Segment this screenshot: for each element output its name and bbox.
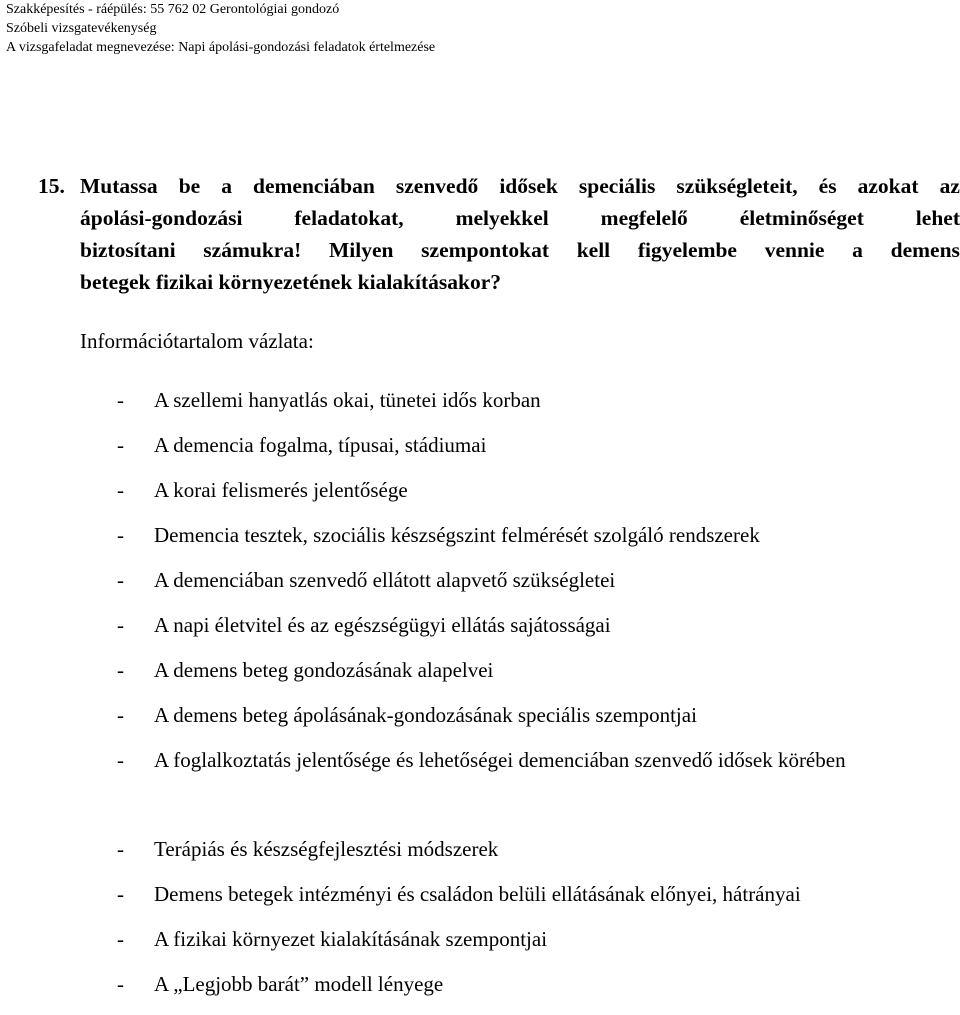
question-number: 15.	[38, 174, 65, 198]
question-word: vennie	[764, 238, 825, 262]
question-line-3	[38, 234, 960, 266]
question-word: figyelembe	[637, 238, 737, 262]
list-item	[117, 566, 960, 611]
list-dash: -	[117, 748, 124, 772]
question-word: az	[939, 174, 960, 198]
question-word: kell	[576, 238, 611, 262]
list-item-text: A foglalkoztatás jelentősége és lehetőségei demenciában szenvedő idősek körében	[154, 748, 846, 772]
question-word: szükségleteit,	[676, 174, 798, 198]
question-word: lehet	[915, 206, 960, 230]
list-item-text: A demens beteg gondozásának alapelvei	[154, 658, 494, 682]
question-word: demenciában	[253, 174, 375, 198]
list-dash: -	[117, 658, 124, 682]
question-line-1	[38, 170, 960, 202]
question-word: feladatokat,	[294, 206, 404, 230]
header-task-name: A vizsgafeladat megnevezése: Napi ápolási-gondozási feladatok értelmezése	[6, 40, 436, 55]
question-line-4: betegek fizikai környezetének kialakításakor?	[80, 270, 502, 294]
question-word: demens	[890, 238, 960, 262]
list-item-text: A „Legjobb barát” modell lényege	[154, 972, 444, 996]
list-item	[117, 611, 960, 656]
list-dash: -	[117, 703, 124, 727]
list-item	[117, 746, 960, 835]
list-item	[117, 476, 960, 521]
list-item-text: Terápiás és készségfejlesztési módszerek	[154, 837, 499, 861]
question-word: speciális	[578, 174, 656, 198]
list-dash: -	[117, 837, 124, 861]
question-word: és	[818, 174, 837, 198]
question-word: életminőséget	[739, 206, 864, 230]
list-dash: -	[117, 927, 124, 951]
list-item	[117, 521, 960, 566]
question-word: szenvedő	[395, 174, 479, 198]
list-dash: -	[117, 523, 124, 547]
list-dash: -	[117, 388, 124, 412]
list-item-text: Demens betegek intézményi és családon belüli ellátásának előnyei, hátrányai	[154, 882, 801, 906]
header-exam-activity: Szóbeli vizsgatevékenység	[6, 21, 157, 36]
question-word: melyekkel	[455, 206, 549, 230]
question-word: megfelelő	[600, 206, 688, 230]
question-word: idősek	[499, 174, 558, 198]
list-item-text: A fizikai környezet kialakításának szempontjai	[154, 927, 548, 951]
list-item-text: A szellemi hanyatlás okai, tünetei idős korban	[154, 388, 541, 412]
question-text-1	[80, 170, 960, 202]
list-dash: -	[117, 613, 124, 637]
list-item	[117, 970, 960, 1015]
question-word: szempontokat	[421, 238, 549, 262]
outline-title: Információtartalom vázlata:	[80, 329, 314, 353]
list-dash: -	[117, 478, 124, 502]
question-word: biztosítani	[80, 238, 176, 262]
list-item-text: A demencia fogalma, típusai, stádiumai	[154, 433, 487, 457]
list-item	[117, 835, 960, 880]
list-dash: -	[117, 568, 124, 592]
header-qualification: Szakképesítés - ráépülés: 55 762 02 Gerontológiai gondozó	[6, 2, 340, 17]
question-word: ápolási-gondozási	[80, 206, 243, 230]
list-item-text: A demens beteg ápolásának-gondozásának speciális szempontjai	[154, 703, 697, 727]
question-word: Mutassa	[80, 174, 158, 198]
list-dash: -	[117, 972, 124, 996]
list-item	[117, 880, 960, 925]
list-item-text: A korai felismerés jelentősége	[154, 478, 408, 502]
exam-question	[38, 170, 960, 298]
question-word: számukra!	[203, 238, 302, 262]
list-item-text: Demencia tesztek, szociális készségszint felmérését szolgáló rendszerek	[154, 523, 760, 547]
document-header	[6, 0, 435, 57]
list-dash: -	[117, 882, 124, 906]
list-item	[117, 431, 960, 476]
question-word: be	[178, 174, 201, 198]
outline-list	[117, 386, 960, 1015]
list-item	[117, 925, 960, 970]
question-word: a	[852, 238, 863, 262]
list-item-text: A demenciában szenvedő ellátott alapvető szükségletei	[154, 568, 616, 592]
list-item	[117, 386, 960, 431]
question-word: azokat	[857, 174, 919, 198]
question-line-2	[38, 202, 960, 234]
list-item-text: A napi életvitel és az egészségügyi ellátás sajátosságai	[154, 613, 611, 637]
list-item	[117, 656, 960, 701]
question-word: Milyen	[328, 238, 394, 262]
list-dash: -	[117, 433, 124, 457]
question-word: a	[221, 174, 232, 198]
